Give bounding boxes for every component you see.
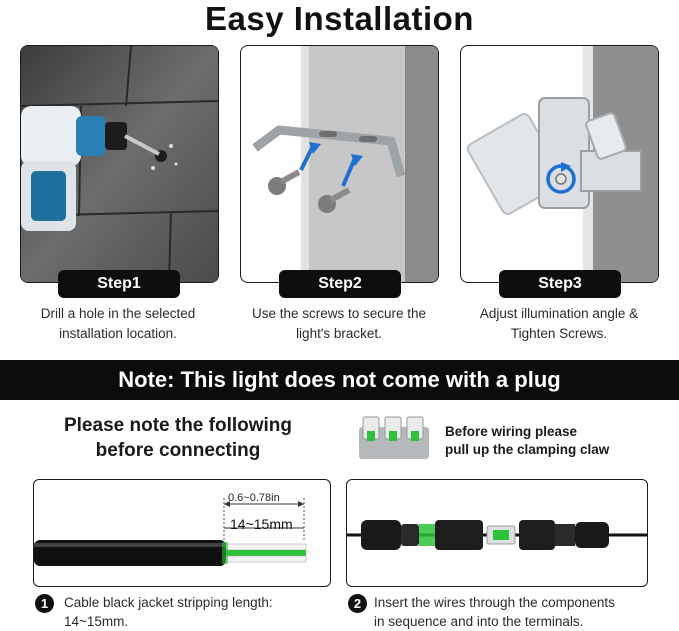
measure-inches: 0.6~0.78in	[228, 492, 280, 504]
note1-number-badge: 1	[35, 594, 54, 613]
step3-badge: Step3	[499, 270, 621, 298]
step2-caption: Use the screws to secure the light's bracket.	[251, 306, 427, 341]
page-title: Easy Installation	[205, 0, 474, 37]
please-note-heading: Please note the following before connecting	[63, 415, 293, 461]
before-wiring-text: Before wiring please pull up the clamping claw	[445, 424, 610, 457]
note1-text: Cable black jacket stripping length: 14~15mm.	[64, 595, 273, 629]
step1-caption: Drill a hole in the selected installation location.	[40, 306, 196, 341]
step2-badge: Step2	[279, 270, 401, 298]
step1-image-drilling	[20, 45, 219, 283]
terminal-connector-image	[355, 413, 433, 463]
note-banner: Note: This light does not come with a plug	[0, 360, 679, 400]
connector-assembly-diagram	[346, 479, 648, 587]
cable-stripping-diagram	[33, 479, 331, 587]
note2-text: Insert the wires through the components in sequence and into the terminals.	[374, 595, 615, 629]
measure-mm: 14~15mm	[230, 516, 293, 532]
step2-image-bracket	[240, 45, 439, 283]
step1-badge: Step1	[58, 270, 180, 298]
step3-image-angle	[460, 45, 659, 283]
step3-caption: Adjust illumination angle & Tighten Screws.	[479, 306, 639, 341]
note2-number-badge: 2	[348, 594, 367, 613]
